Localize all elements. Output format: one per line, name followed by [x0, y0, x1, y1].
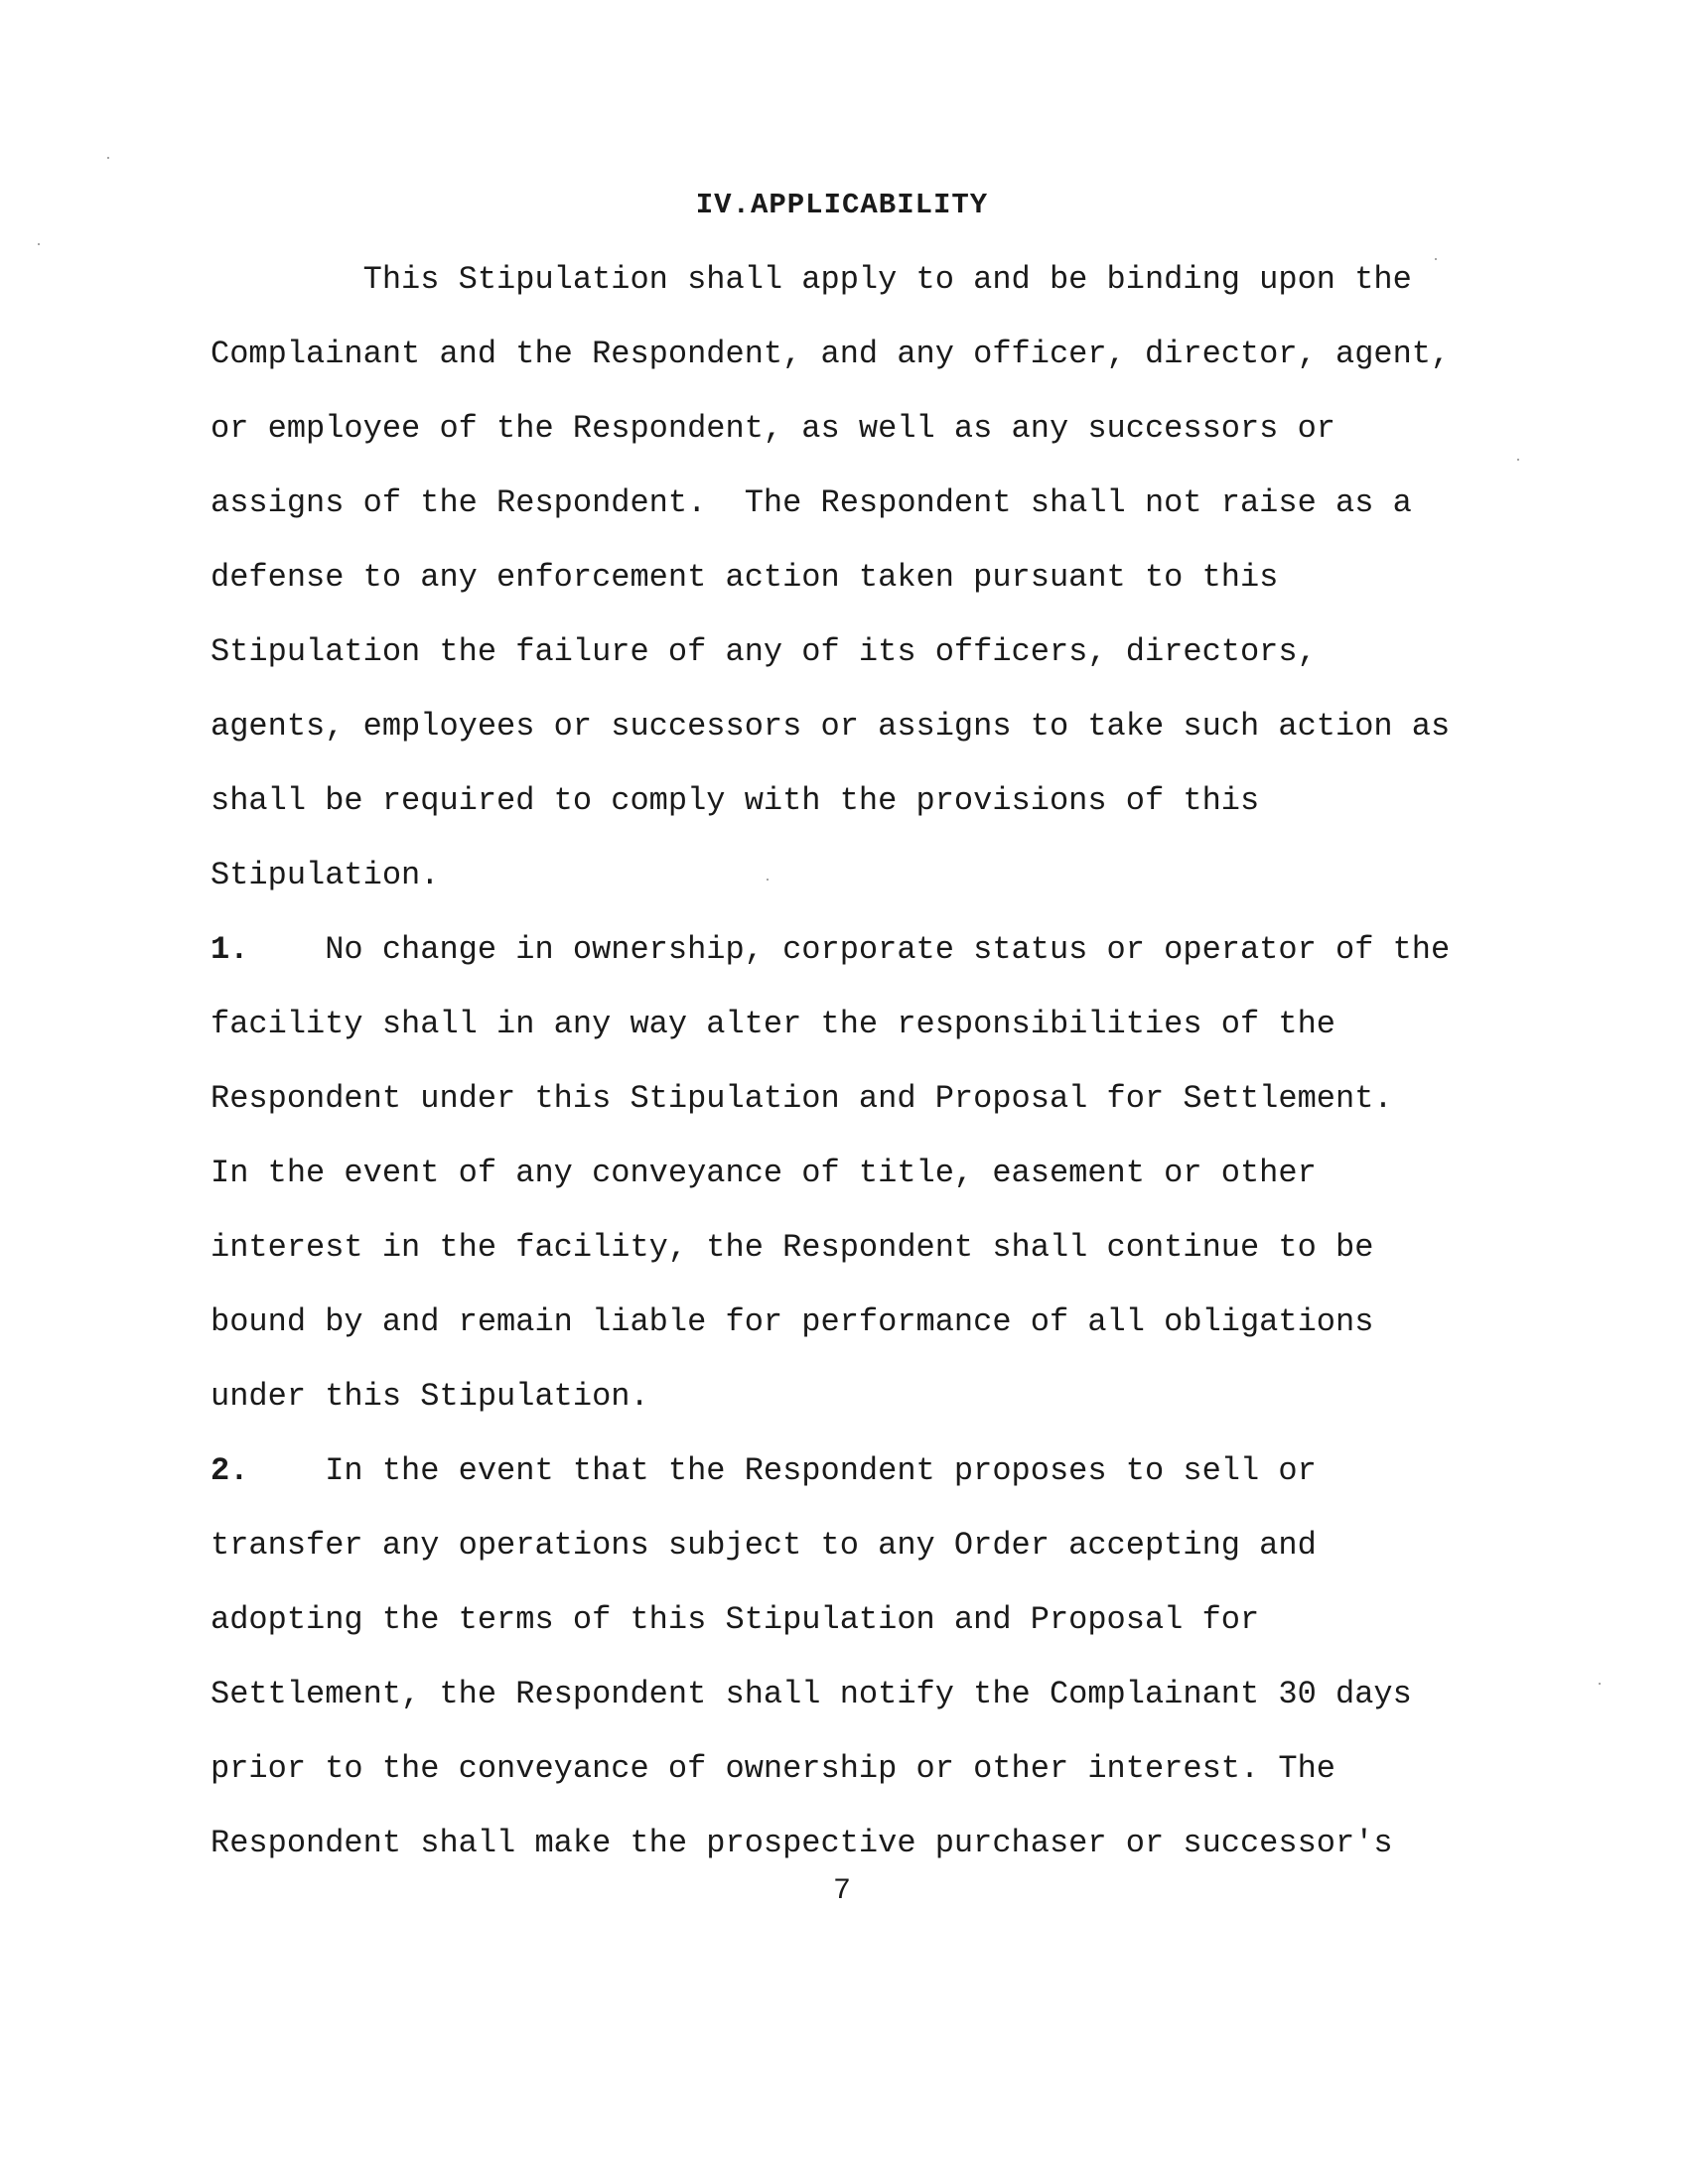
- section-heading: IV.APPLICABILITY: [695, 189, 989, 221]
- paragraph-line: Stipulation.: [210, 857, 440, 893]
- paragraph-line: defense to any enforcement action taken pursuant to this: [210, 559, 1279, 596]
- paragraph-line: Stipulation the failure of any of its officers, directors,: [210, 633, 1317, 670]
- paragraph-line: agents, employees or successors or assigns to take such action as: [210, 708, 1451, 745]
- paragraph-line: In the event of any conveyance of title, easement or other: [210, 1155, 1317, 1191]
- scan-speck: [767, 879, 769, 881]
- item-number: 2.: [210, 1452, 249, 1489]
- scan-speck: [38, 243, 40, 245]
- page-number: 7: [832, 1874, 851, 1908]
- paragraph-line: Settlement, the Respondent shall notify the Complainant 30 days: [210, 1676, 1412, 1712]
- scan-speck: [1435, 258, 1437, 260]
- paragraph-line: interest in the facility, the Respondent shall continue to be: [210, 1229, 1374, 1266]
- list-item-1-first-line: [210, 930, 1450, 970]
- paragraph-line: prior to the conveyance of ownership or other interest. The: [210, 1750, 1335, 1787]
- paragraph-line: under this Stipulation.: [210, 1378, 649, 1415]
- paragraph-line: adopting the terms of this Stipulation and Proposal for: [210, 1601, 1260, 1638]
- scan-speck: [107, 157, 109, 159]
- item-text: No change in ownership, corporate status or operator of the: [248, 931, 1451, 968]
- paragraph-line: bound by and remain liable for performance of all obligations: [210, 1303, 1374, 1340]
- list-item-2-first-line: [210, 1451, 1317, 1491]
- item-text: In the event that the Respondent proposes to sell or: [248, 1452, 1317, 1489]
- paragraph-line: or employee of the Respondent, as well as any successors or: [210, 410, 1335, 447]
- paragraph-line: shall be required to comply with the provisions of this: [210, 782, 1260, 819]
- paragraph-line: Complainant and the Respondent, and any officer, director, agent,: [210, 336, 1451, 372]
- scan-speck: [1599, 1683, 1601, 1685]
- paragraph-line: Respondent shall make the prospective purchaser or successor's: [210, 1825, 1393, 1861]
- scan-speck: [1517, 459, 1519, 461]
- paragraph-line: facility shall in any way alter the responsibilities of the: [210, 1006, 1335, 1042]
- paragraph-line: transfer any operations subject to any Order accepting and: [210, 1527, 1317, 1564]
- paragraph-line: assigns of the Respondent. The Respondent shall not raise as a: [210, 484, 1412, 521]
- item-number: 1.: [210, 931, 249, 968]
- paragraph-line: Respondent under this Stipulation and Proposal for Settlement.: [210, 1080, 1393, 1117]
- paragraph-line: This Stipulation shall apply to and be binding upon the: [210, 261, 1412, 298]
